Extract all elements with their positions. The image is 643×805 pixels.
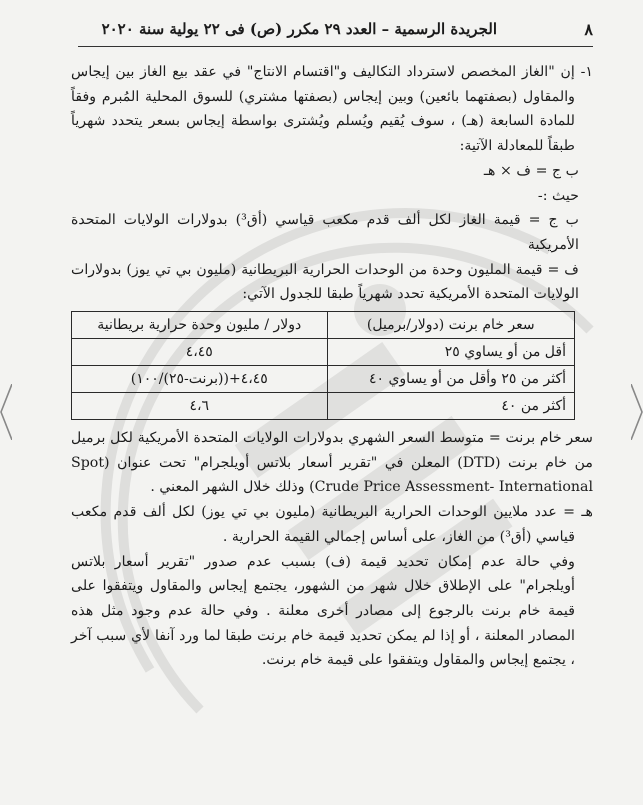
- table-row: [72, 339, 575, 366]
- gazette-title: الجريدة الرسمية – العدد ٢٩ مكرر (ص) فى ٢٢ يولية سنة ٢٠٢٠: [101, 20, 497, 38]
- table-cell-value: ٤،٤٥+((برنت-٢٥)/١٠٠): [72, 366, 328, 393]
- definition-f: ف = قيمة المليون وحدة من الوحدات الحرارية البريطانية (مليون بي تي يوز) بدولارات الولايات المتحدة الأمريكية تحدد شهرياً طبقا للجدول الآتي:: [71, 261, 579, 303]
- right-scan-chevron-icon: [631, 384, 643, 440]
- table-header-dollar: دولار / مليون وحدة حرارية بريطانية: [72, 312, 328, 339]
- price-formula: ب ج = ف × هـ: [483, 162, 579, 179]
- table-cell-value: ٤،٤٥: [72, 339, 328, 366]
- brent-price-table: [71, 311, 575, 420]
- table-cell-value: ٤،٦: [72, 393, 328, 420]
- clause-intro: ١- إن "الغاز المخصص لاسترداد التكاليف و"اقتسام الانتاج" في عقد بيع الغاز بين إيجاس والمقاول (بصفتهما بائعين) وبين إيجاس (بصفتها مشتري) للسوق المحلية المُبرم وفقاً للمادة السابعة (هـ) ، سوف يُقيم ويُسلم ويُشترى بواسطة إيجاس بسعر يتحدد شهرياً طبقاً للمعادلة الآتية:: [71, 64, 593, 155]
- running-header: [78, 10, 593, 47]
- table-header-brent: سعر خام برنت (دولار/برميل): [327, 312, 574, 339]
- left-scan-chevron-icon: [0, 384, 12, 440]
- table-cell-range: أكثر من ٢٥ وأقل من أو يساوي ٤٠: [327, 366, 574, 393]
- table-row: [72, 393, 575, 420]
- table-row: [72, 366, 575, 393]
- page-number: ٨: [584, 20, 593, 39]
- table-cell-range: أكثر من ٤٠: [327, 393, 574, 420]
- where-label: حيث :-: [537, 187, 579, 204]
- definition-bg: ب ج = قيمة الغاز لكل ألف قدم مكعب قياسي (أق³) بدولارات الولايات المتحدة الأمريكية: [71, 212, 579, 253]
- fallback-paragraph: وفي حالة عدم إمكان تحديد قيمة (ف) بسبب عدم صدور "تقرير أسعار بلاتس أويلجرام" على الإطلاق خلال شهر من الشهور، يجتمع إيجاس والمقاول ويتفقوا على قيمة خام برنت بالرجوع إلى مصادر أخرى معلنة . وفي حالة عدم وجود مثل هذه المصادر المعلنة ، أو إذا لم يمكن تحديد قيمة خام برنت طبقا لما ورد آنفا لأي سبب آخر ، يجتمع إيجاس والمقاول ويتفقوا على قيمة خام برنت.: [71, 553, 575, 669]
- table-cell-range: أقل من أو يساوي ٢٥: [327, 339, 574, 366]
- definition-h: هـ = عدد ملايين الوحدات الحرارية البريطانية (مليون بي تي يوز) لكل ألف قدم مكعب قياسي (أق³) من الغاز، على أساس إجمالي القيمة الحرارية .: [71, 504, 593, 545]
- brent-definition: سعر خام برنت = متوسط السعر الشهري بدولارات الولايات المتحدة الأمريكية لكل برميل من خام برنت (DTD) المعلن في "تقرير أسعار بلاتس أويلجرام" تحت عنوان (Spot Crude Price Assessment- International) وذلك خلال الشهر المعني .: [71, 430, 594, 496]
- table-header-row: [72, 312, 575, 339]
- main-content: [71, 60, 593, 673]
